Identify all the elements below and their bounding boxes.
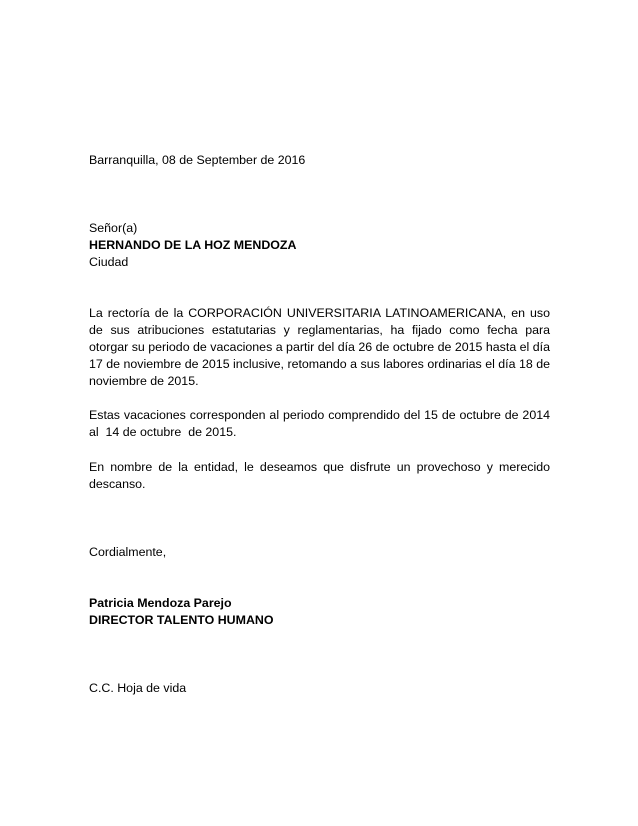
signature-block: [89, 595, 550, 629]
copy-note: C.C. Hoja de vida: [89, 681, 187, 695]
addressee-salutation: Señor(a): [89, 221, 138, 235]
addressee-name: HERNANDO DE LA HOZ MENDOZA: [89, 238, 297, 252]
closing-line: Cordialmente,: [89, 545, 167, 559]
signer-name: Patricia Mendoza Parejo: [89, 596, 232, 610]
body-paragraph-1: La rectoría de la CORPORACIÓN UNIVERSITARIA LATINOAMERICANA, en uso de sus atribuciones estatutarias y reglamentarias, ha fijado como fecha para otorgar su periodo de vacaciones a partir del día 26 de octubre de 2015 hasta el día 17 de noviembre de 2015 inclusive, retomando a sus labores ordinarias el día 18 de noviembre de 2015.: [89, 306, 554, 388]
addressee-city: Ciudad: [89, 255, 129, 269]
date-line: Barranquilla, 08 de September de 2016: [89, 153, 306, 167]
signer-title: DIRECTOR TALENTO HUMANO: [89, 613, 274, 627]
body-paragraph-2: Estas vacaciones corresponden al periodo comprendido del 15 de octubre de 2014 al 14 de octubre de 2015.: [89, 408, 557, 439]
body-paragraph-3: En nombre de la entidad, le deseamos que disfrute un provechoso y merecido descanso.: [89, 460, 554, 491]
addressee-block: [89, 220, 550, 271]
letter-body: [89, 152, 557, 697]
